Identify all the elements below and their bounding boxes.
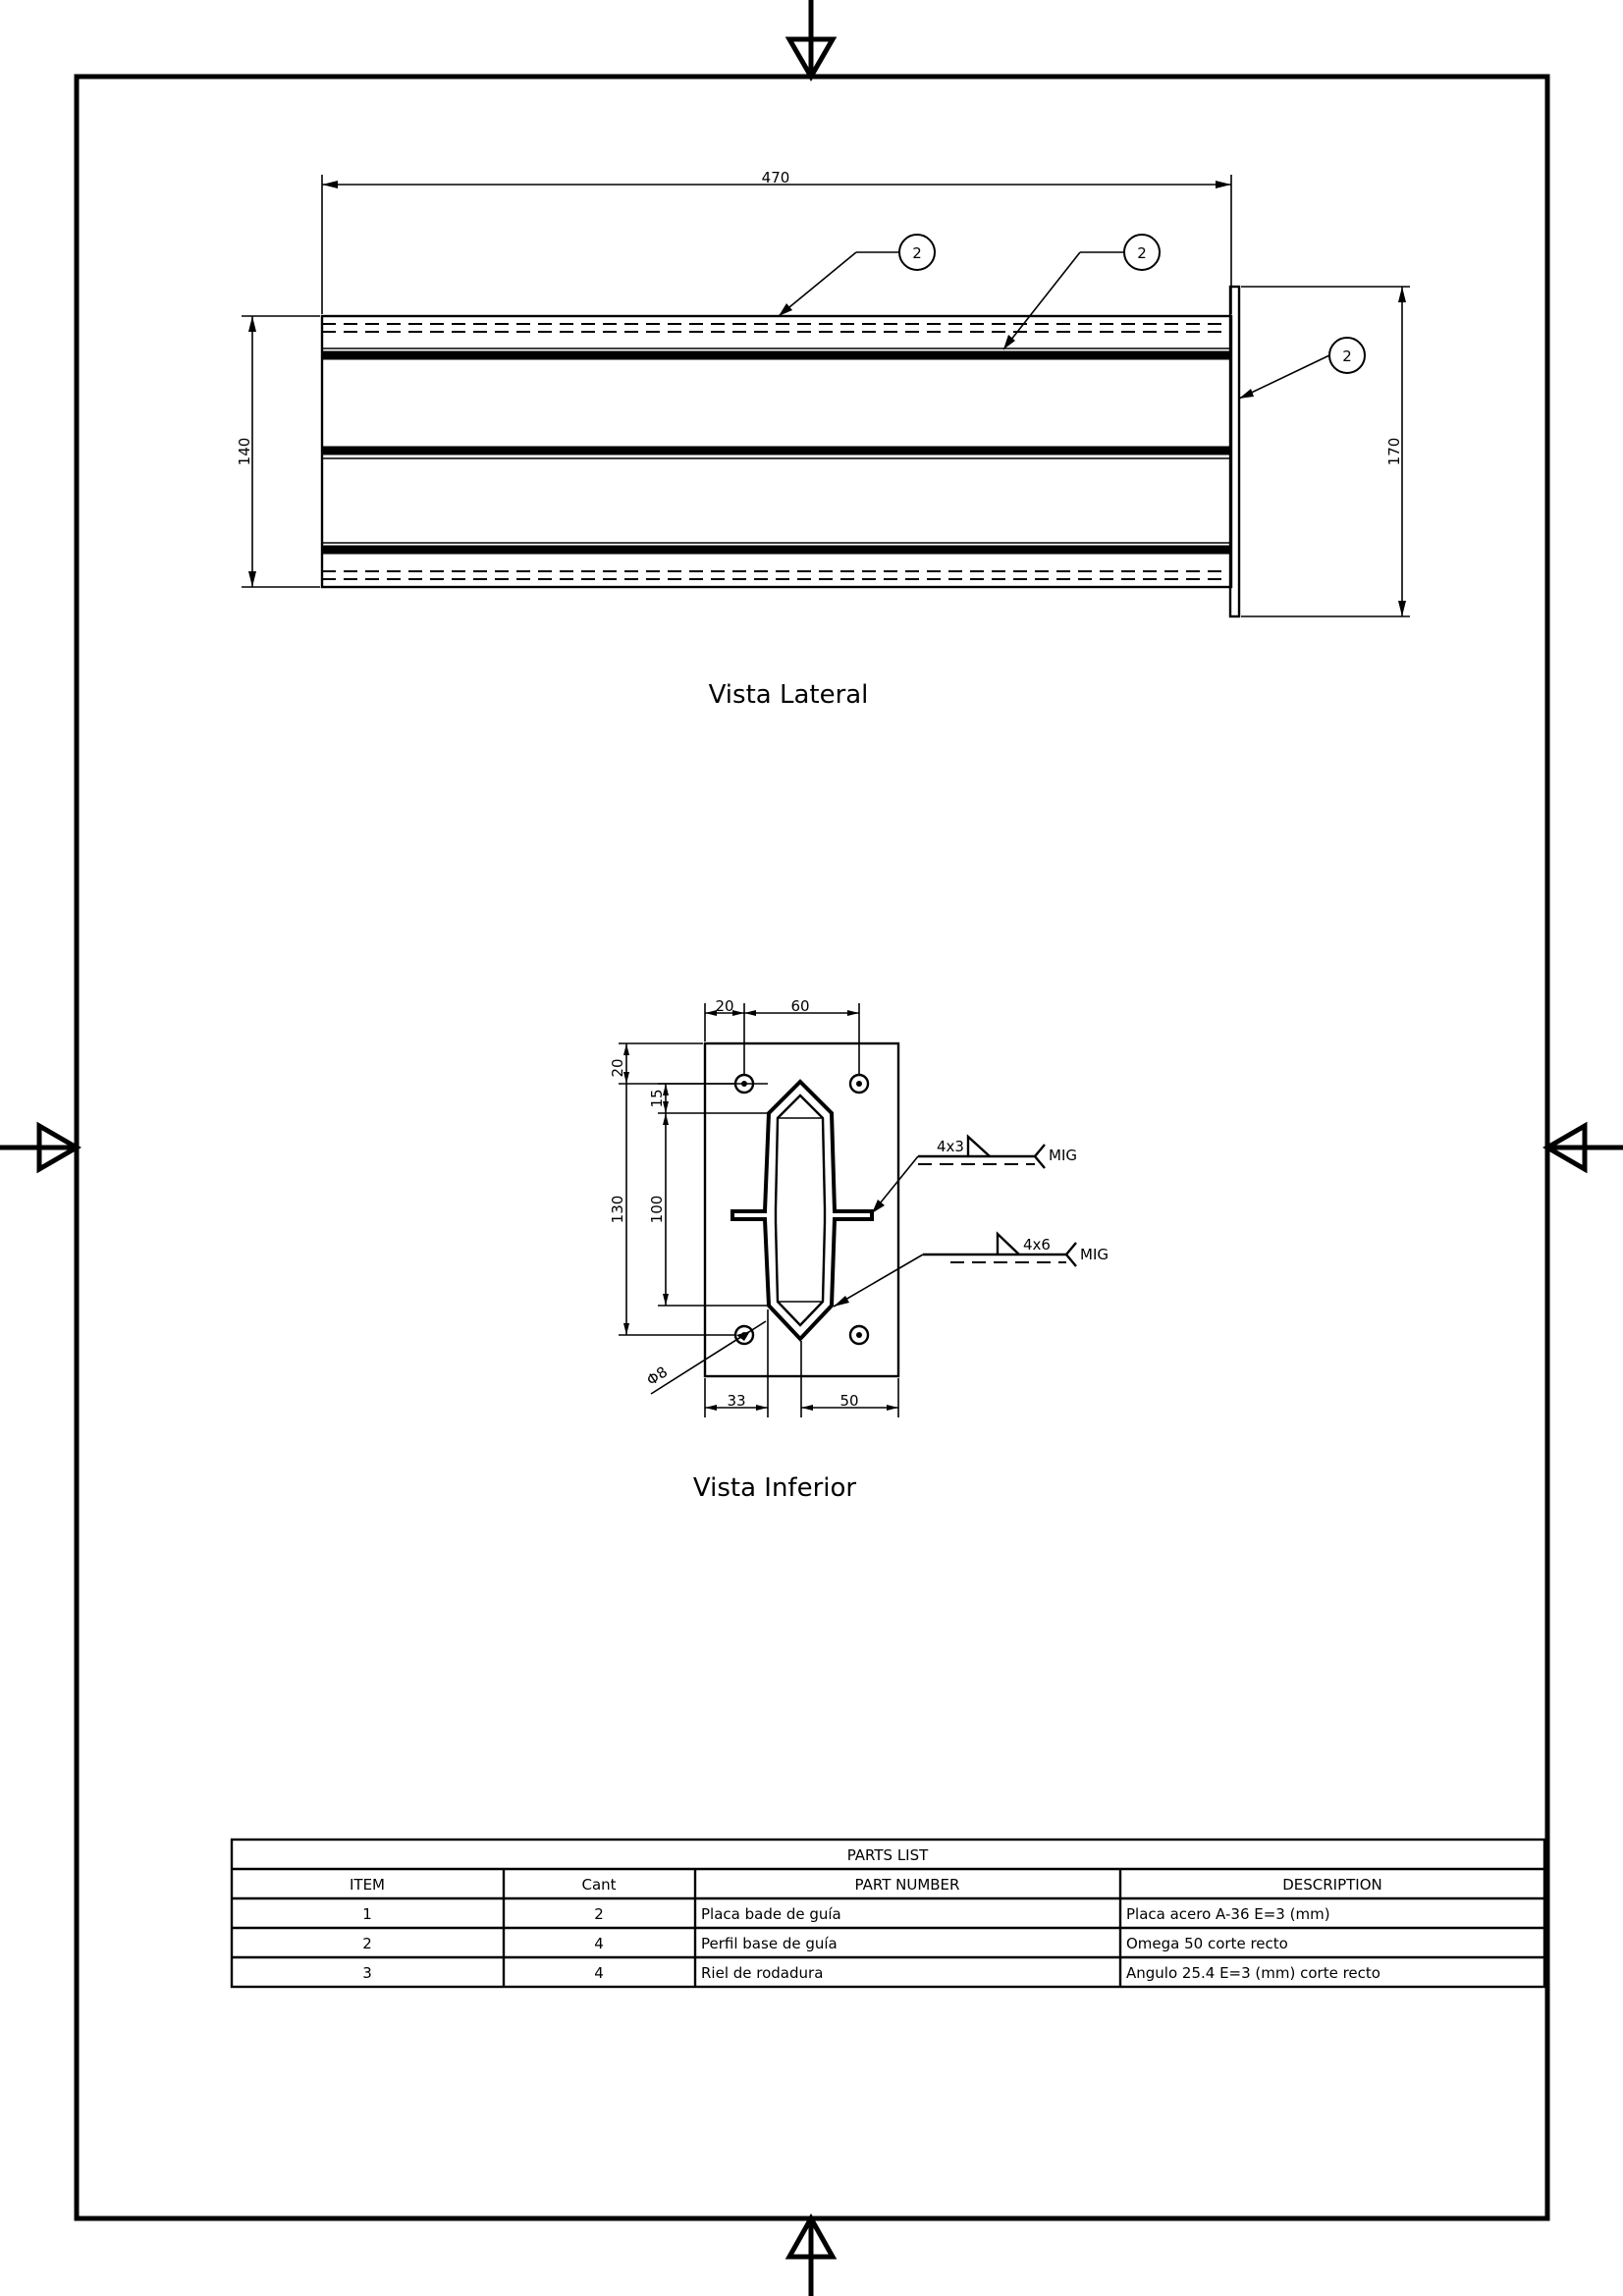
svg-text:2: 2 bbox=[362, 1935, 372, 1952]
svg-text:4: 4 bbox=[594, 1964, 604, 1982]
table-row bbox=[362, 1964, 1380, 1982]
centering-mark-right bbox=[1547, 1126, 1623, 1169]
svg-text:2: 2 bbox=[1137, 244, 1147, 262]
side-view bbox=[236, 169, 1410, 710]
side-view-title: Vista Lateral bbox=[708, 680, 869, 710]
bottom-view bbox=[609, 997, 1109, 1503]
weld-2-size: 4x6 bbox=[1023, 1236, 1051, 1254]
dim-height-right: 170 bbox=[1385, 437, 1403, 466]
dim-top-left: 20 bbox=[715, 997, 734, 1015]
header-description: DESCRIPTION bbox=[1282, 1876, 1382, 1894]
header-cant: Cant bbox=[581, 1876, 617, 1894]
header-part-number: PART NUMBER bbox=[854, 1876, 960, 1894]
dim-height-left: 140 bbox=[236, 437, 253, 466]
svg-text:Angulo 25.4 E=3 (mm) corte rec: Angulo 25.4 E=3 (mm) corte recto bbox=[1126, 1964, 1380, 1982]
dim-left-top: 20 bbox=[609, 1058, 626, 1078]
weld-1-process: MIG bbox=[1049, 1147, 1077, 1164]
svg-text:2: 2 bbox=[594, 1905, 604, 1923]
weld-symbol-2 bbox=[834, 1234, 1109, 1307]
weld-1-size: 4x3 bbox=[937, 1138, 964, 1155]
svg-text:Riel de rodadura: Riel de rodadura bbox=[701, 1964, 824, 1982]
weld-symbol-1 bbox=[872, 1137, 1077, 1213]
bottom-view-title: Vista Inferior bbox=[692, 1473, 857, 1503]
centering-mark-bottom bbox=[789, 2218, 833, 2296]
parts-list-title: PARTS LIST bbox=[846, 1846, 929, 1864]
balloon-1 bbox=[779, 235, 935, 316]
svg-text:3: 3 bbox=[362, 1964, 372, 1982]
svg-text:2: 2 bbox=[1342, 347, 1352, 365]
centering-mark-top bbox=[789, 0, 833, 77]
dim-left-middle: 100 bbox=[648, 1195, 666, 1224]
dim-length: 470 bbox=[761, 169, 790, 187]
dim-bottom-right: 50 bbox=[839, 1392, 859, 1410]
svg-text:Placa acero A-36 E=3 (mm): Placa acero A-36 E=3 (mm) bbox=[1126, 1905, 1330, 1923]
header-item: ITEM bbox=[349, 1876, 386, 1894]
dim-left-inner: 15 bbox=[648, 1089, 666, 1108]
svg-text:Placa bade de guía: Placa bade de guía bbox=[701, 1905, 841, 1923]
svg-text:Perfil base de guía: Perfil base de guía bbox=[701, 1935, 838, 1952]
dim-hole-diameter: Φ8 bbox=[643, 1362, 672, 1390]
svg-text:2: 2 bbox=[912, 244, 922, 262]
svg-text:Omega 50 corte recto: Omega 50 corte recto bbox=[1126, 1935, 1288, 1952]
parts-list-table bbox=[232, 1840, 1544, 1987]
dim-bottom-left: 33 bbox=[727, 1392, 746, 1410]
sheet-border bbox=[77, 77, 1547, 2218]
table-row bbox=[362, 1905, 1329, 1923]
omega-profile bbox=[732, 1082, 872, 1339]
balloon-3 bbox=[1239, 338, 1365, 399]
svg-text:4: 4 bbox=[594, 1935, 604, 1952]
weld-2-process: MIG bbox=[1080, 1246, 1109, 1263]
centering-mark-left bbox=[0, 1126, 77, 1169]
table-row bbox=[362, 1935, 1288, 1952]
svg-text:1: 1 bbox=[362, 1905, 372, 1923]
dim-top-center: 60 bbox=[790, 997, 810, 1015]
dim-left-outer: 130 bbox=[609, 1195, 626, 1224]
